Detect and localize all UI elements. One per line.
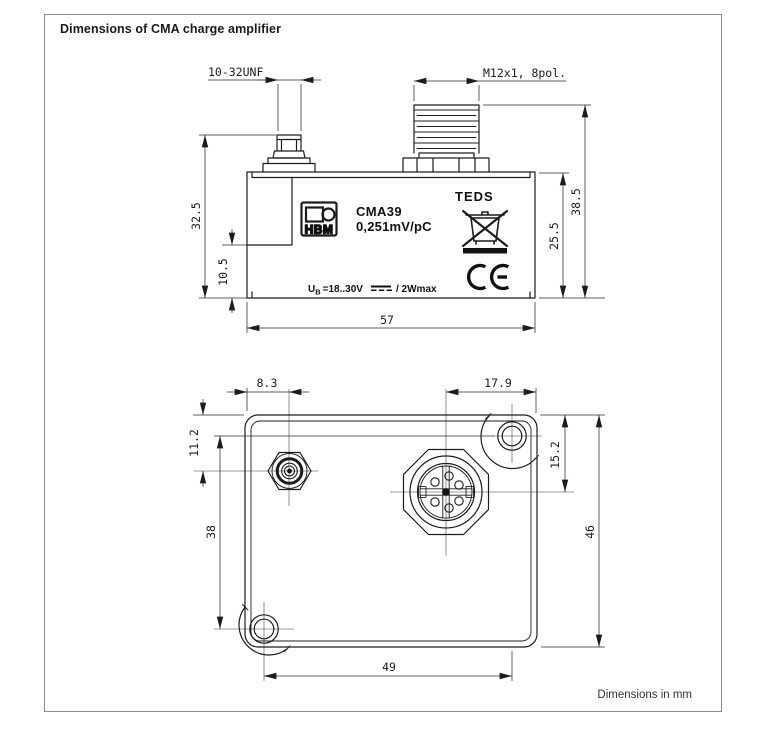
dim-plan-body-height: 46 xyxy=(583,525,597,539)
dim-body-width: 57 xyxy=(380,313,394,327)
plan-view-dimensions xyxy=(187,376,605,681)
weee-icon xyxy=(463,211,507,254)
supply-range: =18..30V xyxy=(322,284,363,295)
device-markings xyxy=(302,189,509,297)
dim-step-height: 10.5 xyxy=(216,258,230,286)
supply-u-sub: B xyxy=(315,287,321,297)
plan-view-body xyxy=(239,414,539,656)
svg-text:UB=18..30V xyxy=(308,284,363,297)
sensitivity-label: 0,251mV/pC xyxy=(356,219,432,234)
dim-hole-spacing-horizontal: 49 xyxy=(382,660,396,674)
plan-view xyxy=(187,376,605,681)
supply-power: / 2Wmax xyxy=(396,284,437,295)
hbm-logo xyxy=(302,203,337,237)
supply-rating xyxy=(308,284,437,297)
dc-symbol xyxy=(371,287,392,291)
dim-right-connector-offset-y: 15.2 xyxy=(548,441,562,469)
dim-left-connector-offset-x: 8.3 xyxy=(256,376,278,390)
dim-hole-spacing-vertical: 38 xyxy=(204,525,218,539)
dim-overall-height-right: 38.5 xyxy=(569,188,583,216)
teds-label: TEDS xyxy=(455,189,494,204)
hbm-logo-text: HBM xyxy=(304,222,334,237)
model-label: CMA39 xyxy=(356,204,403,219)
footer-note: Dimensions in mm xyxy=(597,689,692,701)
connector-m12-side xyxy=(403,105,489,172)
dim-right-connector-label: M12x1, 8pol. xyxy=(483,66,567,80)
supply-u: U xyxy=(308,284,316,295)
dim-body-height: 25.5 xyxy=(547,222,561,250)
side-view xyxy=(189,65,605,333)
ce-mark xyxy=(469,266,509,289)
page-title: Dimensions of CMA charge amplifier xyxy=(60,22,282,36)
connector-10-32unf-side xyxy=(263,135,315,172)
dim-right-connector-offset-x: 17.9 xyxy=(484,376,512,390)
dim-overall-height-left: 32.5 xyxy=(189,202,203,230)
dim-left-connector-offset-y: 11.2 xyxy=(187,429,201,457)
dim-left-connector-label: 10-32UNF xyxy=(208,65,264,79)
